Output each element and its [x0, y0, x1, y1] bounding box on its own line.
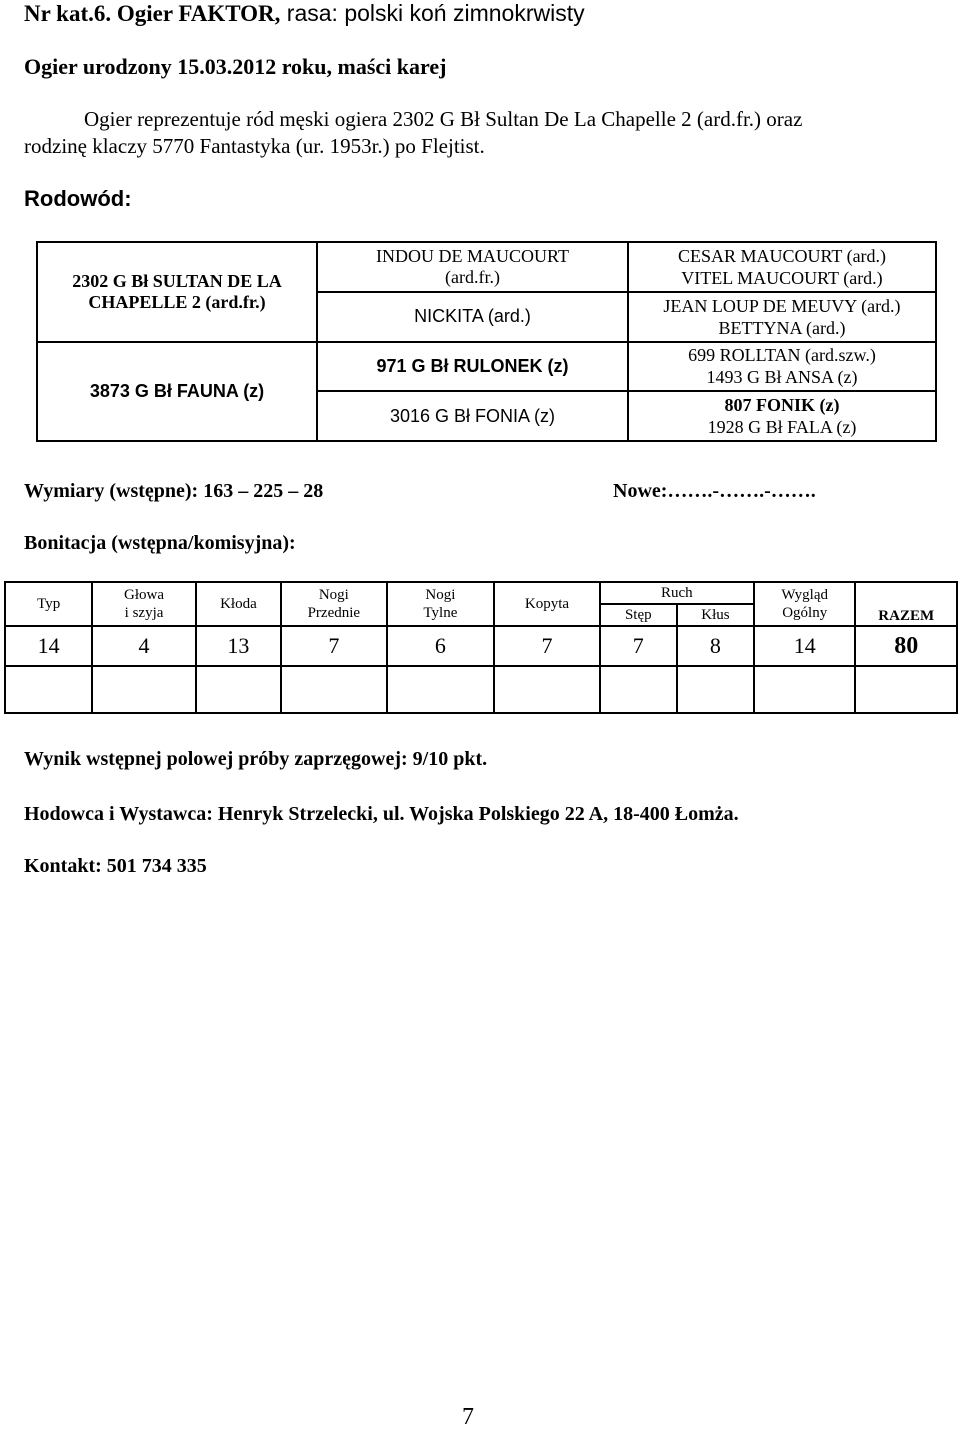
score-typ: 14: [5, 626, 92, 666]
catalog-title: [24, 0, 585, 27]
gen3-cell-1: CESAR MAUCOURT (ard.) VITEL MAUCOURT (ard.): [628, 242, 936, 292]
header-nogi-tylne: Nogi Tylne: [387, 582, 495, 626]
score-step: 7: [600, 626, 677, 666]
score-kopyta: 7: [494, 626, 600, 666]
header-razem: RAZEM: [855, 582, 957, 626]
dam-cell: 3873 G Bł FAUNA (z): [37, 342, 317, 442]
gen3-cell-4: 807 FONIK (z) 1928 G Bł FALA (z): [628, 391, 936, 441]
score-glowa: 4: [92, 626, 196, 666]
empty-cell: [677, 666, 754, 713]
empty-cell: [754, 666, 855, 713]
header-kopyta: Kopyta: [494, 582, 600, 626]
empty-cell: [600, 666, 677, 713]
new-measurements: Nowe:…….-…….-…….: [613, 480, 816, 502]
sire-sire-cell: INDOU DE MAUCOURT (ard.fr.): [317, 242, 628, 292]
title-bold: Nr kat.6. Ogier FAKTOR,: [24, 1, 281, 26]
score-wyglad: 14: [754, 626, 855, 666]
pedigree-table: [36, 241, 937, 442]
score-razem: 80: [855, 626, 957, 666]
header-ruch: Ruch: [600, 582, 754, 604]
empty-cell: [494, 666, 600, 713]
empty-cell: [855, 666, 957, 713]
score-nogi-tylne: 6: [387, 626, 495, 666]
breeder-info: Hodowca i Wystawca: Henryk Strzelecki, ul. Wojska Polskiego 22 A, 18-400 Łomża.: [24, 803, 739, 825]
pedigree-label: Rodowód:: [24, 186, 132, 211]
sire-cell: 2302 G Bł SULTAN DE LA CHAPELLE 2 (ard.fr.): [37, 242, 317, 342]
gen3-cell-3: 699 ROLLTAN (ard.szw.) 1493 G Bł ANSA (z): [628, 342, 936, 392]
empty-cell: [196, 666, 281, 713]
empty-cell: [92, 666, 196, 713]
contact-info: Kontakt: 501 734 335: [24, 855, 207, 877]
header-klus: Kłus: [677, 604, 754, 626]
dam-sire-cell: 971 G Bł RULONEK (z): [317, 342, 628, 392]
gen3-cell-2: JEAN LOUP DE MEUVY (ard.) BETTYNA (ard.): [628, 292, 936, 342]
scoring-label: Bonitacja (wstępna/komisyjna):: [24, 532, 296, 554]
header-wyglad: Wygląd Ogólny: [754, 582, 855, 626]
description-line-2: rodzinę klaczy 5770 Fantastyka (ur. 1953r.) po Flejtist.: [24, 134, 485, 158]
header-kloda: Kłoda: [196, 582, 281, 626]
trial-result: Wynik wstępnej polowej próby zaprzęgowej: 9/10 pkt.: [24, 748, 488, 770]
page-number: 7: [462, 1404, 474, 1430]
header-glowa: Głowa i szyja: [92, 582, 196, 626]
header-nogi-przednie: Nogi Przednie: [281, 582, 387, 626]
score-nogi-przednie: 7: [281, 626, 387, 666]
scoring-table: [4, 581, 958, 714]
sire-dam-cell: NICKITA (ard.): [317, 292, 628, 342]
score-kloda: 13: [196, 626, 281, 666]
header-step: Stęp: [600, 604, 677, 626]
empty-cell: [281, 666, 387, 713]
birth-info: Ogier urodzony 15.03.2012 roku, maści karej: [24, 54, 447, 79]
measurements: Wymiary (wstępne): 163 – 225 – 28: [24, 480, 324, 502]
header-typ: Typ: [5, 582, 92, 626]
lineage-description: [24, 106, 934, 160]
empty-cell: [5, 666, 92, 713]
empty-cell: [387, 666, 495, 713]
title-breed: rasa: polski koń zimnokrwisty: [280, 0, 585, 26]
score-klus: 8: [677, 626, 754, 666]
description-line-1: Ogier reprezentuje ród męski ogiera 2302 G Bł Sultan De La Chapelle 2 (ard.fr.) oraz: [84, 107, 803, 131]
dam-dam-cell: 3016 G Bł FONIA (z): [317, 391, 628, 441]
